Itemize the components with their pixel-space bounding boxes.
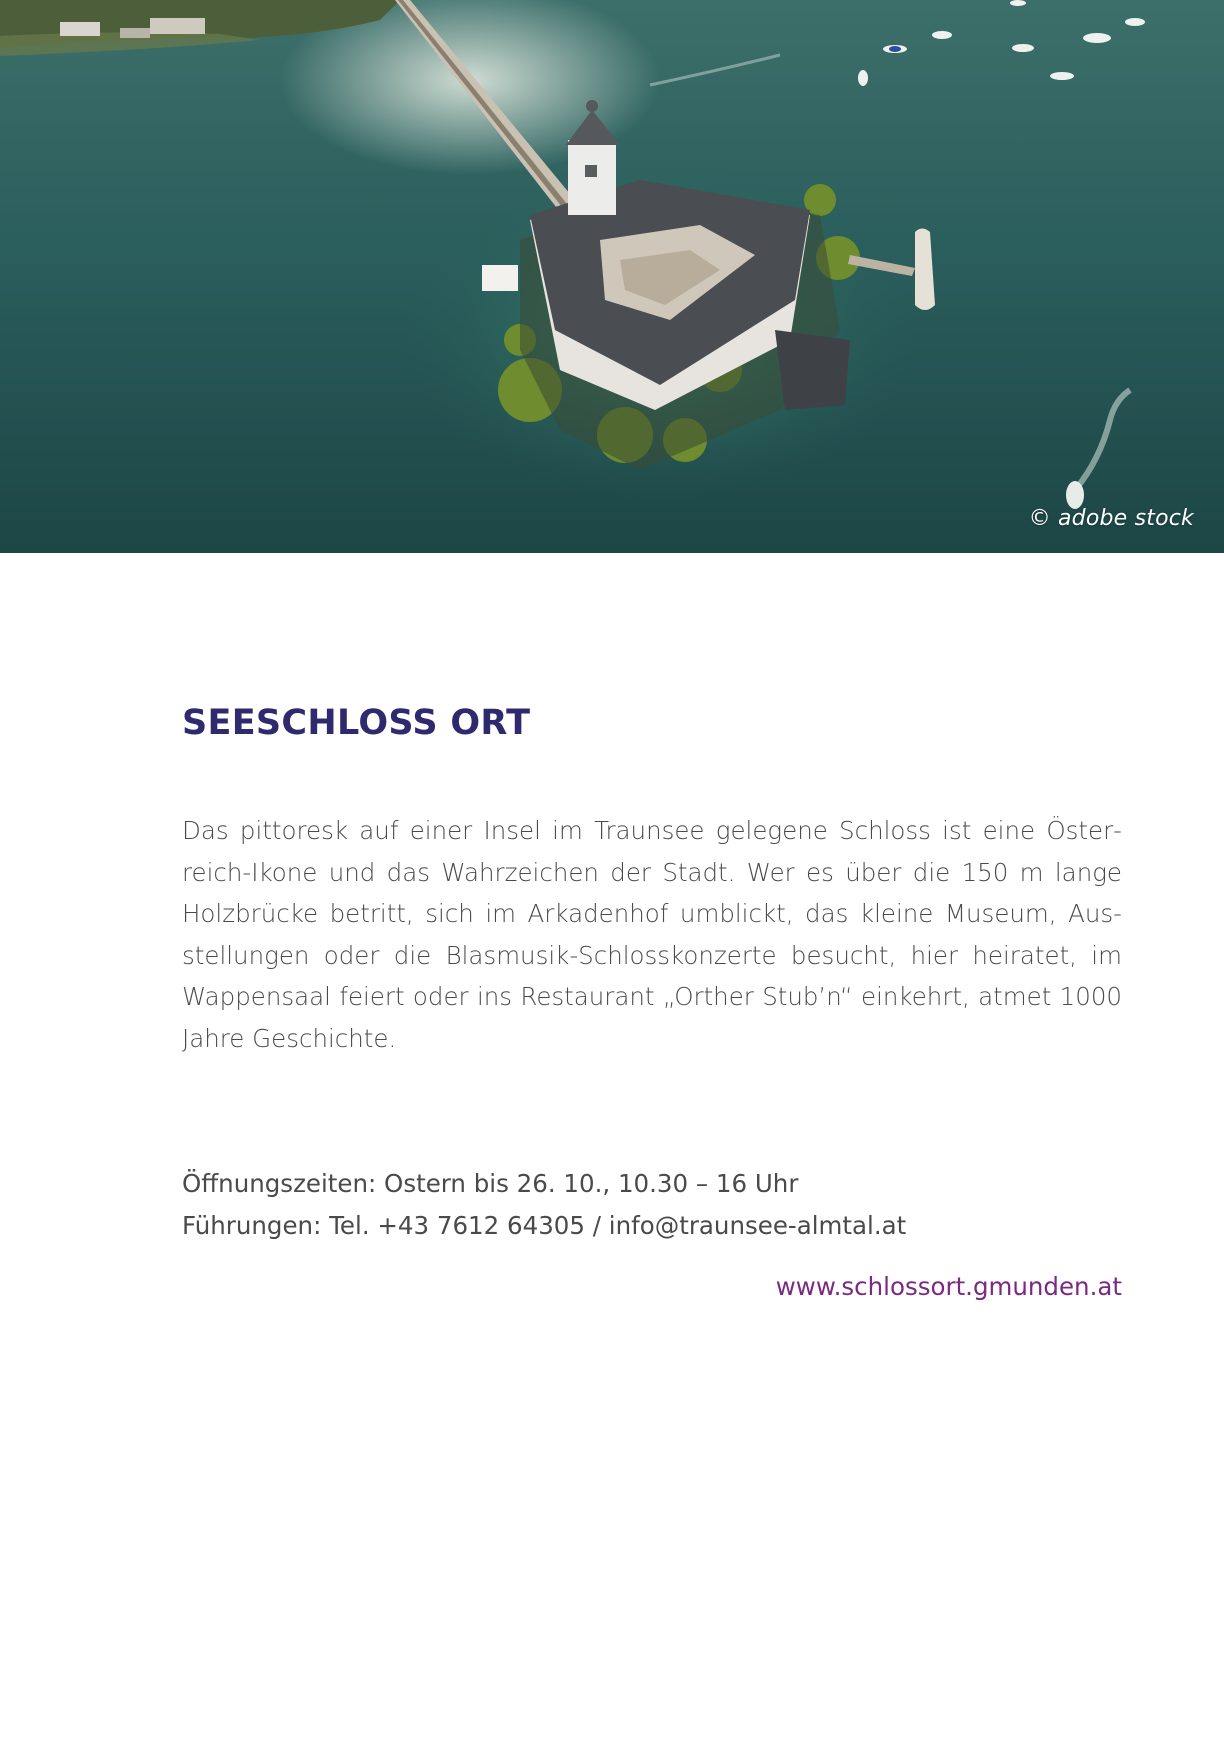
article bbox=[182, 700, 1122, 1308]
opening-hours: Öffnungszeiten: Ostern bis 26. 10., 10.30 – 16 Uhr bbox=[182, 1169, 799, 1198]
castle-on-island-photo bbox=[0, 0, 1224, 553]
hero-photo bbox=[0, 0, 1224, 553]
page-title: SEESCHLOSS ORT bbox=[182, 703, 531, 743]
website-container bbox=[182, 1266, 1122, 1308]
tours-contact: Führungen: Tel. +43 7612 64305 / info@traunsee-almtal.at bbox=[182, 1210, 907, 1240]
article-body: Das pittoresk auf einer Insel im Traunsee gelegene Schloss ist eine Österreich-Ikone und das Wahrzeichen der Stadt. Wer es über die 150 m lange Holzbrücke betritt, sich im Arkadenhof umblickt, das kleine Museum, Ausstellungen oder die Blasmusik-Schlosskonzerte besucht, hier heiratet, im Wappensaal feiert oder ins Restaurant „Orther Stub’n“ einkehrt, atmet 1000 Jahre Geschichte. bbox=[182, 816, 1122, 1053]
visitor-info bbox=[182, 1163, 1122, 1246]
photo-credit: © adobe stock bbox=[1028, 506, 1194, 531]
website-link[interactable]: www.schlossort.gmunden.at bbox=[775, 1272, 1122, 1301]
